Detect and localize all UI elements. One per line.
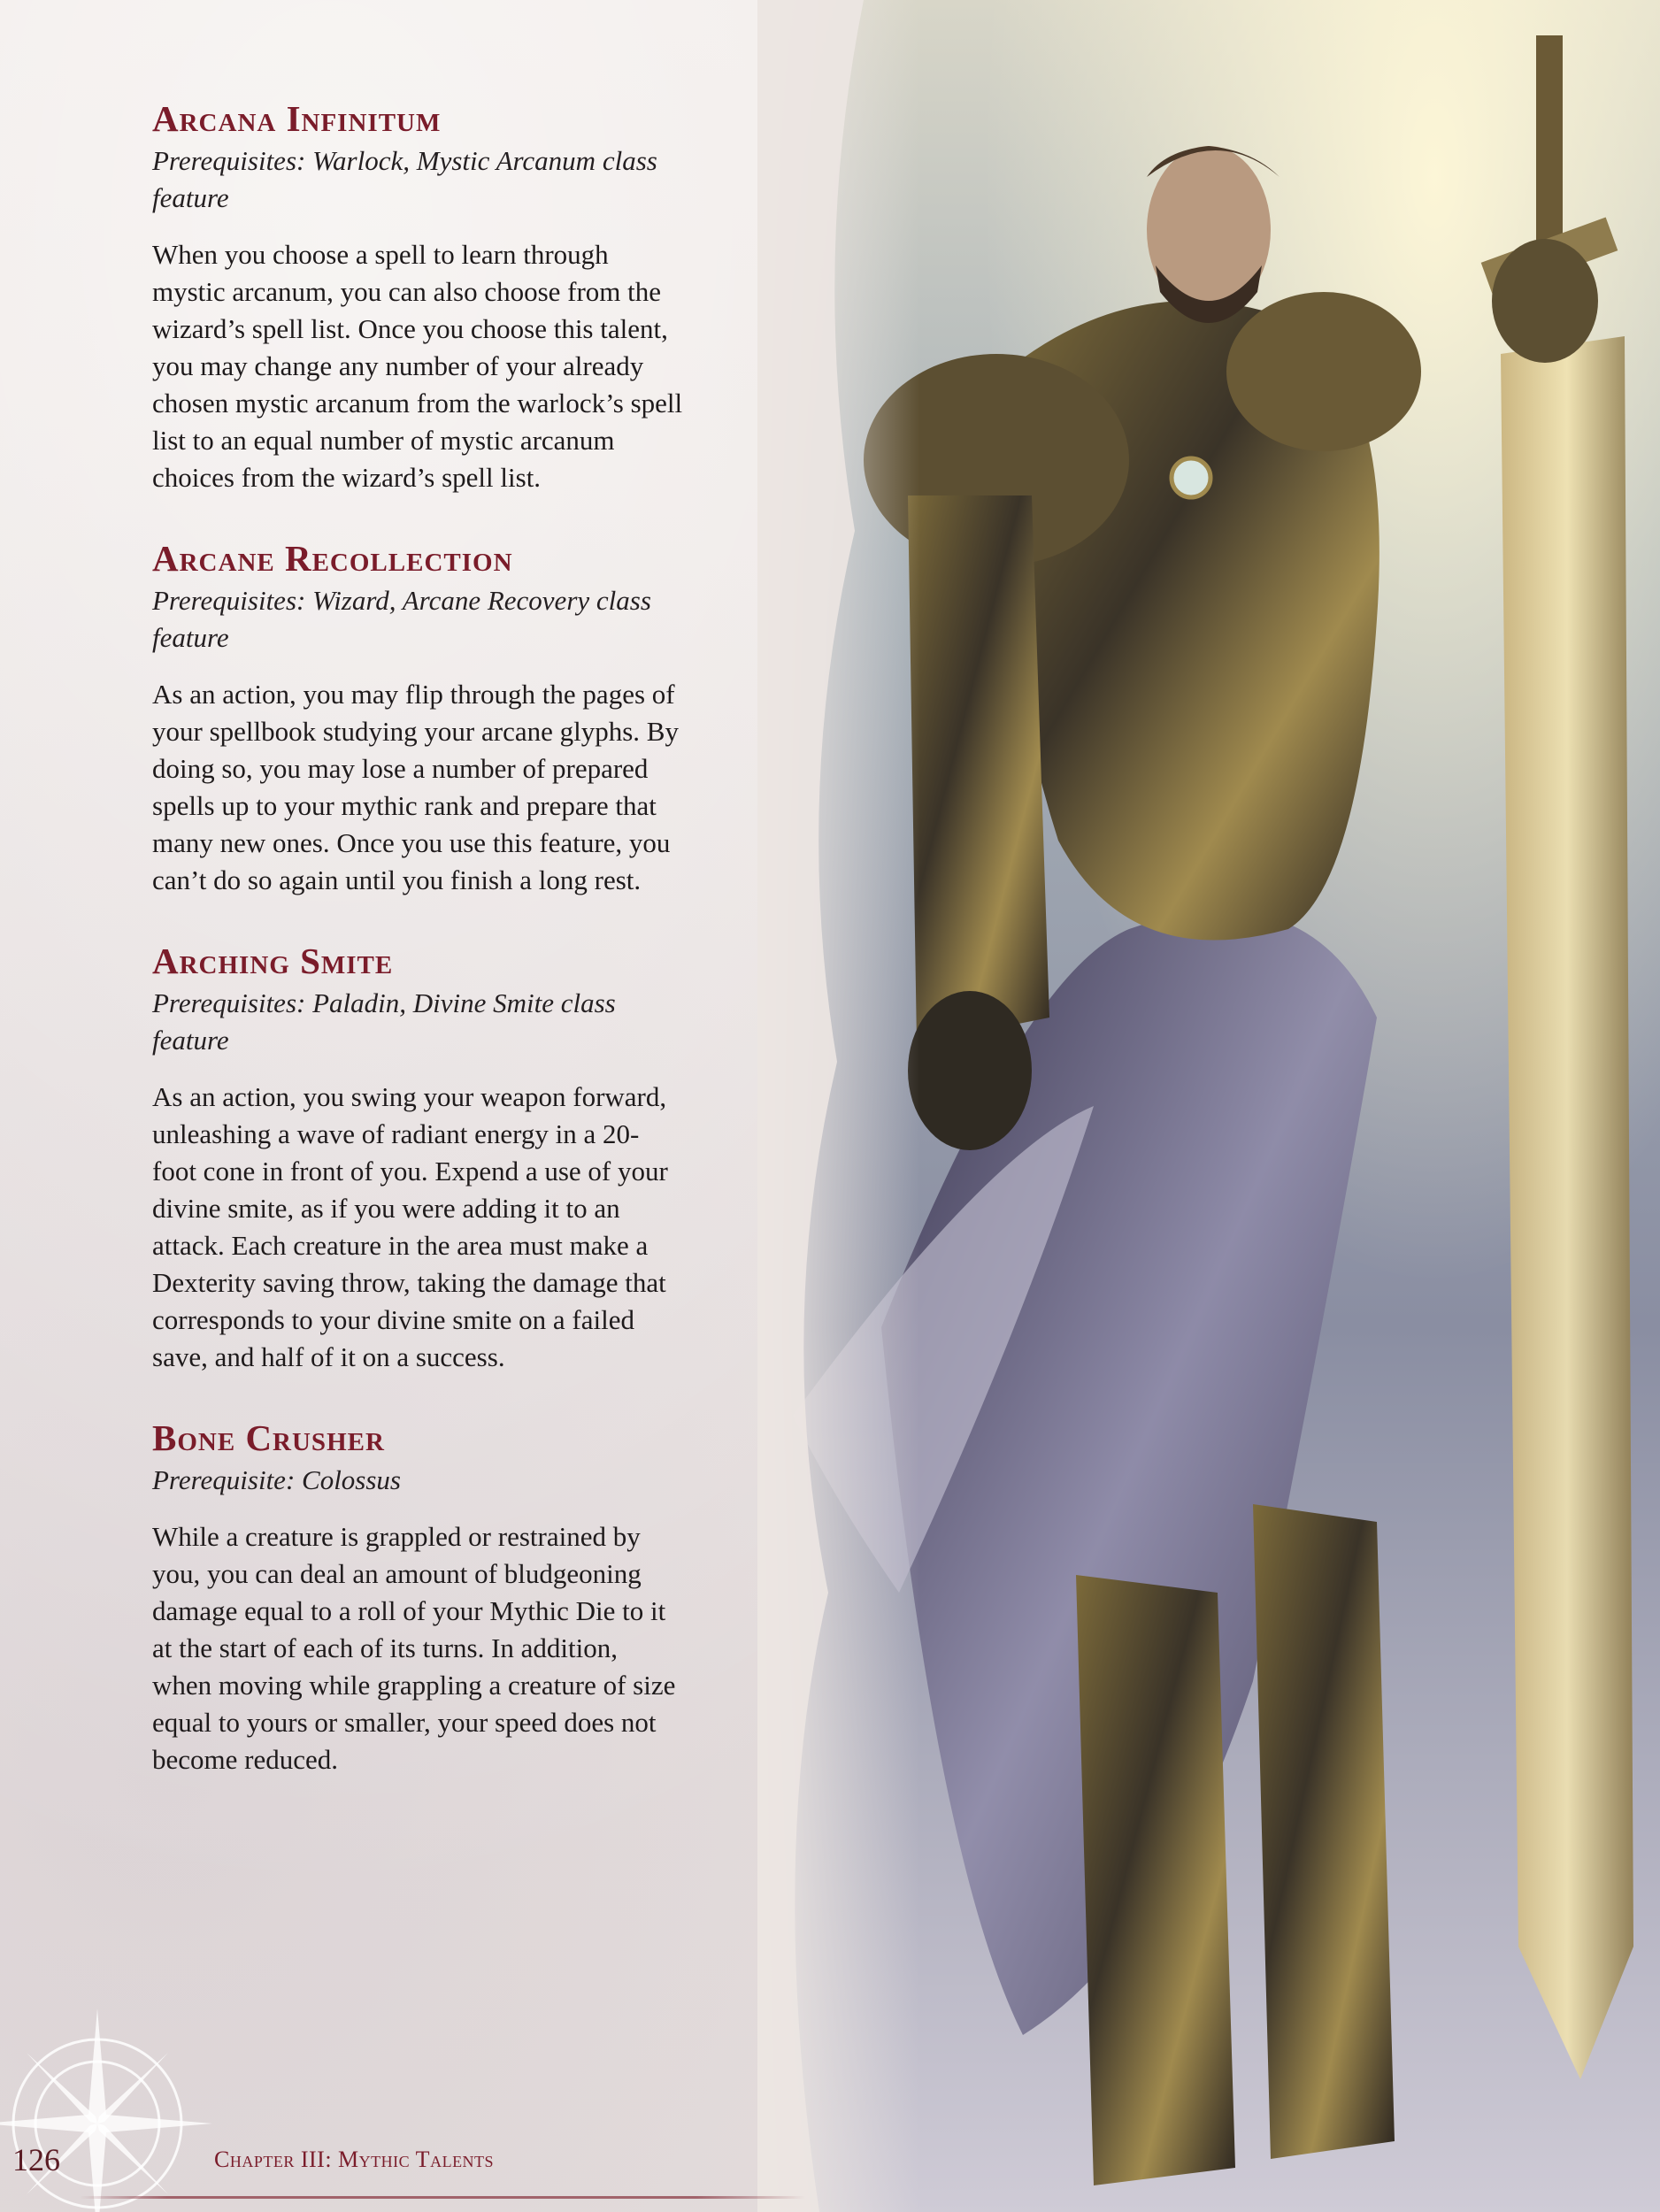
paladin-illustration <box>757 0 1660 2212</box>
talent-prerequisite: Prerequisites: Paladin, Divine Smite class feature <box>152 987 616 1056</box>
talent-description: While a creature is grappled or restrained by you, you can deal an amount of bludgeoning damage equal to a roll of your Mythic Die to it at the start of each of its turns. In addition, when moving while grappling a creature of size equal to yours or smaller, your speed does not become reduced. <box>152 1521 676 1776</box>
compass-rose-icon <box>0 1991 230 2212</box>
talent-list <box>152 99 683 1821</box>
talent-description: When you choose a spell to learn through mystic arcanum, you can also choose from the wizard’s spell list. Once you choose this talent, you may change any number of your already chosen mystic arcanum from the warlock’s spell list to an equal number of mystic arcanum choices from the wizard’s spell list. <box>152 239 683 494</box>
talent-description: As an action, you swing your weapon forward, unleashing a wave of radiant energy in a 20-foot cone in front of you. Expend a use of your divine smite, as if you were adding it to an attack. Each creature in the area must make a Dexterity saving throw, taking the damage that corresponds to your divine smite on a failed save, and half of it on a success. <box>152 1081 668 1373</box>
talent-prerequisite: Prerequisites: Warlock, Mystic Arcanum class feature <box>152 145 657 214</box>
talent-bone-crusher <box>152 1418 683 1778</box>
talent-arcane-recollection <box>152 539 683 899</box>
talent-arcana-infinitum <box>152 99 683 496</box>
talent-prerequisite: Prerequisite: Colossus <box>152 1464 401 1496</box>
chapter-label: Chapter III: Mythic Talents <box>214 2147 495 2172</box>
talent-title: Arcana Infinitum <box>152 98 442 139</box>
talent-title: Arching Smite <box>152 941 394 982</box>
talent-title: Arcane Recollection <box>152 538 513 580</box>
talent-title: Bone Crusher <box>152 1417 385 1459</box>
talent-arching-smite <box>152 941 683 1376</box>
footer-rule <box>80 2196 805 2199</box>
page-number: 126 <box>12 2142 60 2177</box>
talent-description: As an action, you may flip through the pages of your spellbook studying your arcane glyphs. By doing so, you may lose a number of prepared spells up to your mythic rank and prepare that many new ones. Once you use this feature, you can’t do so again until you finish a long rest. <box>152 679 679 896</box>
talent-prerequisite: Prerequisites: Wizard, Arcane Recovery class feature <box>152 585 651 654</box>
